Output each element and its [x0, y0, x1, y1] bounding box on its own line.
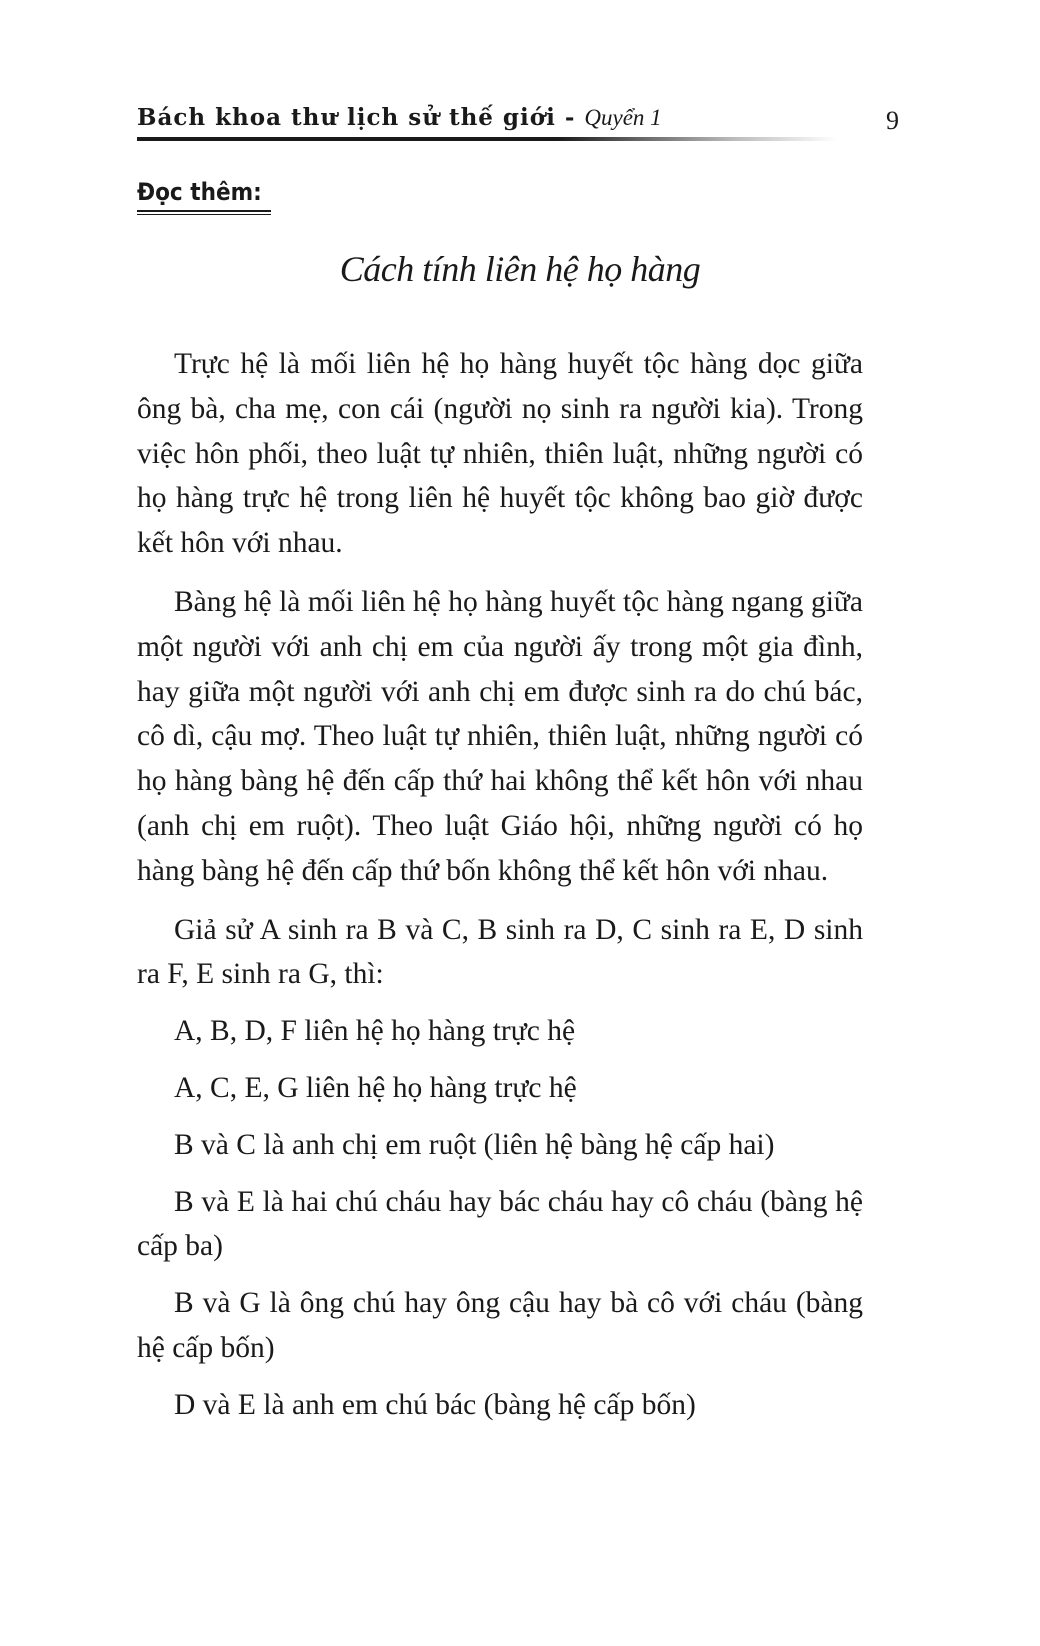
example-line: B và C là anh chị em ruột (liên hệ bàng hệ cấp hai) [174, 1128, 775, 1161]
volume-label: Quyển 1 [584, 105, 662, 130]
running-header-title [137, 104, 662, 131]
example-line: A, C, E, G liên hệ họ hàng trực hệ [174, 1071, 577, 1104]
example-line: B và G là ông chú hay ông cậu hay bà cô với cháu (bàng hệ cấp bốn) [137, 1287, 863, 1364]
paragraph-direct-lineage: Trực hệ là mối liên hệ họ hàng huyết tộc hàng dọc giữa ông bà, cha mẹ, con cái (người nọ sinh ra người kia). Trong việc hôn phối, theo luật tự nhiên, thiên luật, những người có họ hàng trực hệ trong liên hệ huyết tộc không bao giờ được kết hôn với nhau. [137, 348, 863, 560]
example-line: B và E là hai chú cháu hay bác cháu hay cô cháu (bàng hệ cấp ba) [137, 1185, 863, 1263]
running-header [137, 104, 899, 140]
example-line: D và E là anh em chú bác (bàng hệ cấp bốn) [174, 1388, 696, 1421]
page-number: 9 [886, 106, 899, 135]
header-rule [137, 137, 837, 141]
article-title: Cách tính liên hệ họ hàng [339, 249, 701, 289]
article-body [137, 342, 863, 1428]
paragraph-collateral-lineage: Bàng hệ là mối liên hệ họ hàng huyết tộc hàng ngang giữa một người với anh chị em của người ấy trong một gia đình, hay giữa một người với anh chị em được sinh ra do chú bác, cô dì, cậu mợ. Theo luật tự nhiên, thiên luật, những người có họ hàng bàng hệ đến cấp thứ hai không thể kết hôn với nhau (anh chị em ruột). Theo luật Giáo hội, những người có họ hàng bàng hệ đến cấp thứ bốn không thể kết hôn với nhau. [137, 585, 863, 887]
example-line: A, B, D, F liên hệ họ hàng trực hệ [174, 1015, 576, 1048]
book-title: Bách khoa thư lịch sử thế giới - [137, 104, 585, 131]
paragraph-example-intro: Giả sử A sinh ra B và C, B sinh ra D, C sinh ra E, D sinh ra F, E sinh ra G, thì: [137, 913, 863, 991]
section-label: Đọc thêm: [137, 178, 262, 206]
section-label-underline [137, 210, 271, 215]
